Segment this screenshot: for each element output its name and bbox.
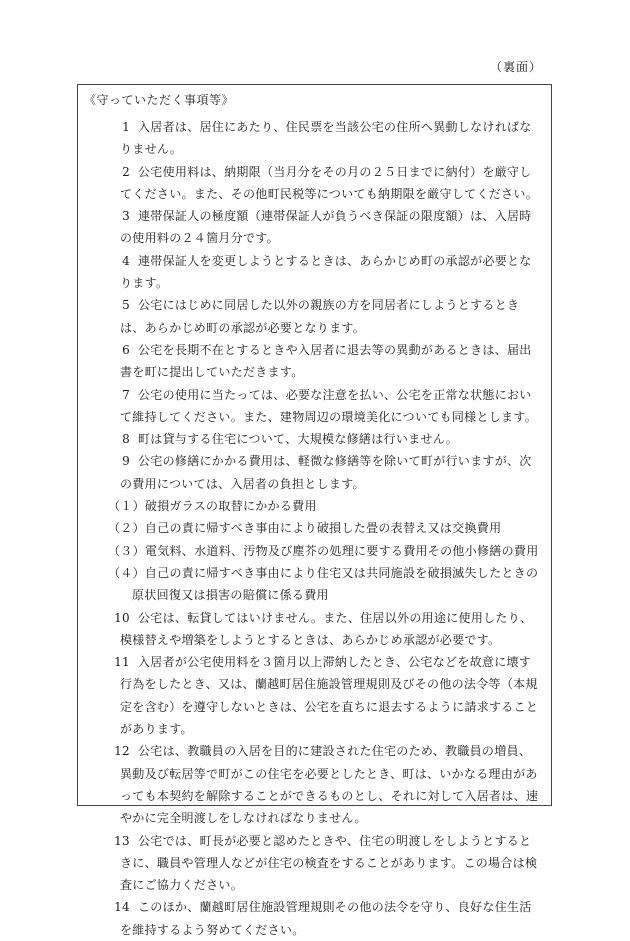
rule-subitem: （２）自己の責に帰すべき事由により破損した畳の表替え又は交換費用 bbox=[108, 521, 502, 536]
rule-item: 12 公宅は、教職員の入居を目的に建設された住宅のため、教職員の増員、異動及び転居等で町がこの住宅を必要としたとき、町は、いかなる理由があっても本契約を解除することができるものとし、それに対して入居者は、速やかに完全明渡しをしなければなりません。 bbox=[114, 744, 539, 826]
rule-subitem: （１）破損ガラスの取替にかかる費用 bbox=[108, 499, 317, 514]
rule-item: 2 公宅使用料は、納期限（当月分をその月の２５日までに納付）を厳守してください。また、その他町民税等についても納期限を厳守してください。 bbox=[120, 164, 538, 201]
rule-subitem: （３）電気料、水道料、汚物及び塵芥の処理に要する費用その他小修繕の費用 bbox=[108, 543, 539, 558]
rule-item: 7 公宅の使用に当たっては、必要な注意を払い、公宅を正常な状態において維持してください。また、建物周辺の環境美化についても同様とします。 bbox=[120, 387, 538, 424]
rule-item: 14 このほか、蘭越町居住施設管理規則その他の法令を守り、良好な住生活を維持するよう努めてください。 bbox=[114, 900, 532, 937]
rule-item: 10 公宅は、転貸してはいけません。また、住居以外の用途に使用したり、模様替えや増築をしようとするときは、あらかじめ承認が必要です。 bbox=[114, 610, 533, 647]
rule-item: 6 公宅を長期不在とするときや入居者に退去等の異動があるときは、届出書を町に提出していただきます。 bbox=[120, 342, 532, 380]
rule-item: 4 連帯保証人を変更しようとするときは、あらかじめ町の承認が必要となります。 bbox=[120, 253, 532, 291]
section-heading: 《守っていただく事項等》 bbox=[84, 93, 235, 107]
page-side-label: （裏面） bbox=[489, 60, 542, 74]
rule-item: 9 公宅の修繕にかかる費用は、軽微な修繕等を除いて町が行いますが、次の費用については、入居者の負担とします。 bbox=[120, 454, 532, 491]
rules-box bbox=[77, 84, 552, 937]
rule-item: 3 連帯保証人の極度額（連帯保証人が負うべき保証の限度額）は、入居時の使用料の２４箇月分です。 bbox=[120, 209, 532, 246]
rule-item: 13 公宅では、町長が必要と認めたときや、住宅の明渡しをしようとするときに、職員や管理人などが住宅の検査をすることがあります。この場合は検査にご協力ください。 bbox=[114, 833, 538, 893]
rule-item: 1 入居者は、居住にあたり、住民票を当該公宅の住所へ異動しなければなりません。 bbox=[120, 120, 532, 157]
rule-item: 5 公宅にはじめに同居した以外の親族の方を同居者にしようとするときは、あらかじめ町の承認が必要となります。 bbox=[120, 298, 520, 335]
rules-list bbox=[78, 116, 551, 941]
rule-subitem: （４）自己の責に帰すべき事由により住宅又は共同施設を破損滅失したときの原状回復又は損害の賠償に係る費用 bbox=[108, 565, 539, 603]
rule-item: 8 町は貸与する住宅について、大規模な修繕は行いません。 bbox=[122, 432, 459, 447]
rule-item: 11 入居者が公宅使用料を３箇月以上滞納したとき、公宅などを故意に壊す行為をしたとき、又は、蘭越町居住施設管理規則及びその他の法令等（本規定を含む）を遵守しないときは、公宅を直ちに退去するように請求することがあります。 bbox=[114, 655, 539, 737]
